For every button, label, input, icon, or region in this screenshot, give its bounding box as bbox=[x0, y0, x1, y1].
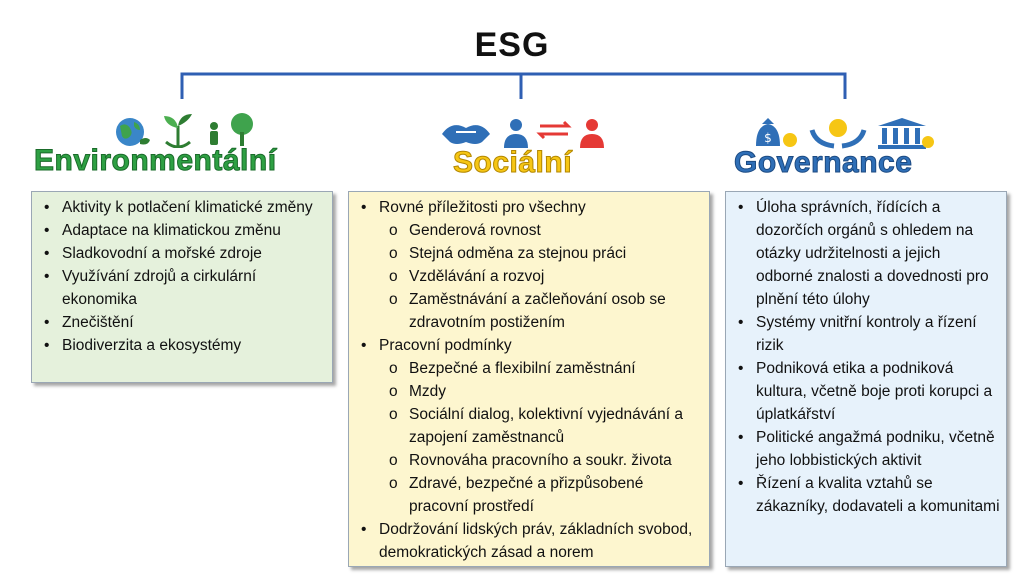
environment-list bbox=[40, 196, 326, 357]
social-list bbox=[357, 196, 703, 564]
social-list-item: o Mzdy bbox=[357, 380, 703, 403]
environment-icons bbox=[112, 112, 260, 148]
environment-heading: Environmentální bbox=[34, 144, 277, 177]
governance-list-item: • Úloha správních, řídících a dozorčích orgánů s ohledem na otázky udržitelnosti a jejich odborné znalosti a dovednosti pro plnění této úlohy bbox=[734, 196, 1000, 311]
hands-coin-icon bbox=[808, 116, 868, 150]
governance-box bbox=[725, 191, 1007, 567]
social-list-item: o Stejná odměna za stejnou práci bbox=[357, 242, 703, 265]
bank-icon bbox=[874, 116, 934, 150]
social-list-item: o Zaměstnávání a začleňování osob se zdravotním postižením bbox=[357, 288, 703, 334]
social-list-item: o Zdravé, bezpečné a přizpůsobené pracovní prostředí bbox=[357, 472, 703, 518]
social-list-item: • Dodržování lidských práv, základních svobod, demokratických zásad a norem bbox=[357, 518, 703, 564]
social-list-item: o Vzdělávání a rozvoj bbox=[357, 265, 703, 288]
money-bag-icon bbox=[752, 116, 802, 150]
governance-icons bbox=[752, 116, 934, 150]
governance-list-item: • Řízení a kvalita vztahů se zákazníky, dodavateli a komunitami bbox=[734, 472, 1000, 518]
person-tree-icon bbox=[204, 112, 260, 148]
social-heading: Sociální bbox=[453, 146, 573, 179]
environment-list-item: • Znečištění bbox=[40, 311, 326, 334]
social-list-item: • Rovné příležitosti pro všechny bbox=[357, 196, 703, 219]
environment-list-item: • Sladkovodní a mořské zdroje bbox=[40, 242, 326, 265]
governance-heading: Governance bbox=[734, 146, 913, 179]
connector-lines bbox=[0, 0, 1024, 120]
connector-bracket bbox=[182, 74, 845, 99]
environment-list-item: • Aktivity k potlačení klimatické změny bbox=[40, 196, 326, 219]
environment-list-item: • Adaptace na klimatickou změnu bbox=[40, 219, 326, 242]
svg-text:$: $ bbox=[764, 131, 772, 145]
governance-list-item: • Politické angažmá podniku, včetně jeho lobbistických aktivit bbox=[734, 426, 1000, 472]
handshake-icon bbox=[438, 116, 494, 148]
people-exchange-icon bbox=[500, 116, 612, 148]
governance-list bbox=[734, 196, 1000, 518]
environment-box bbox=[31, 191, 333, 383]
diagram-title: ESG bbox=[474, 26, 550, 64]
social-icons bbox=[438, 116, 612, 148]
social-list-item: o Genderová rovnost bbox=[357, 219, 703, 242]
social-list-item: o Sociální dialog, kolektivní vyjednávání a zapojení zaměstnanců bbox=[357, 403, 703, 449]
governance-list-item: • Podniková etika a podniková kultura, včetně boje proti korupci a úplatkářství bbox=[734, 357, 1000, 426]
social-box bbox=[348, 191, 710, 567]
social-list-item: • Pracovní podmínky bbox=[357, 334, 703, 357]
environment-list-item: • Biodiverzita a ekosystémy bbox=[40, 334, 326, 357]
plant-icon bbox=[158, 112, 198, 148]
social-list-item: o Rovnováha pracovního a soukr. života bbox=[357, 449, 703, 472]
environment-list-item: • Využívání zdrojů a cirkulární ekonomika bbox=[40, 265, 326, 311]
governance-list-item: • Systémy vnitřní kontroly a řízení rizik bbox=[734, 311, 1000, 357]
social-list-item: o Bezpečné a flexibilní zaměstnání bbox=[357, 357, 703, 380]
